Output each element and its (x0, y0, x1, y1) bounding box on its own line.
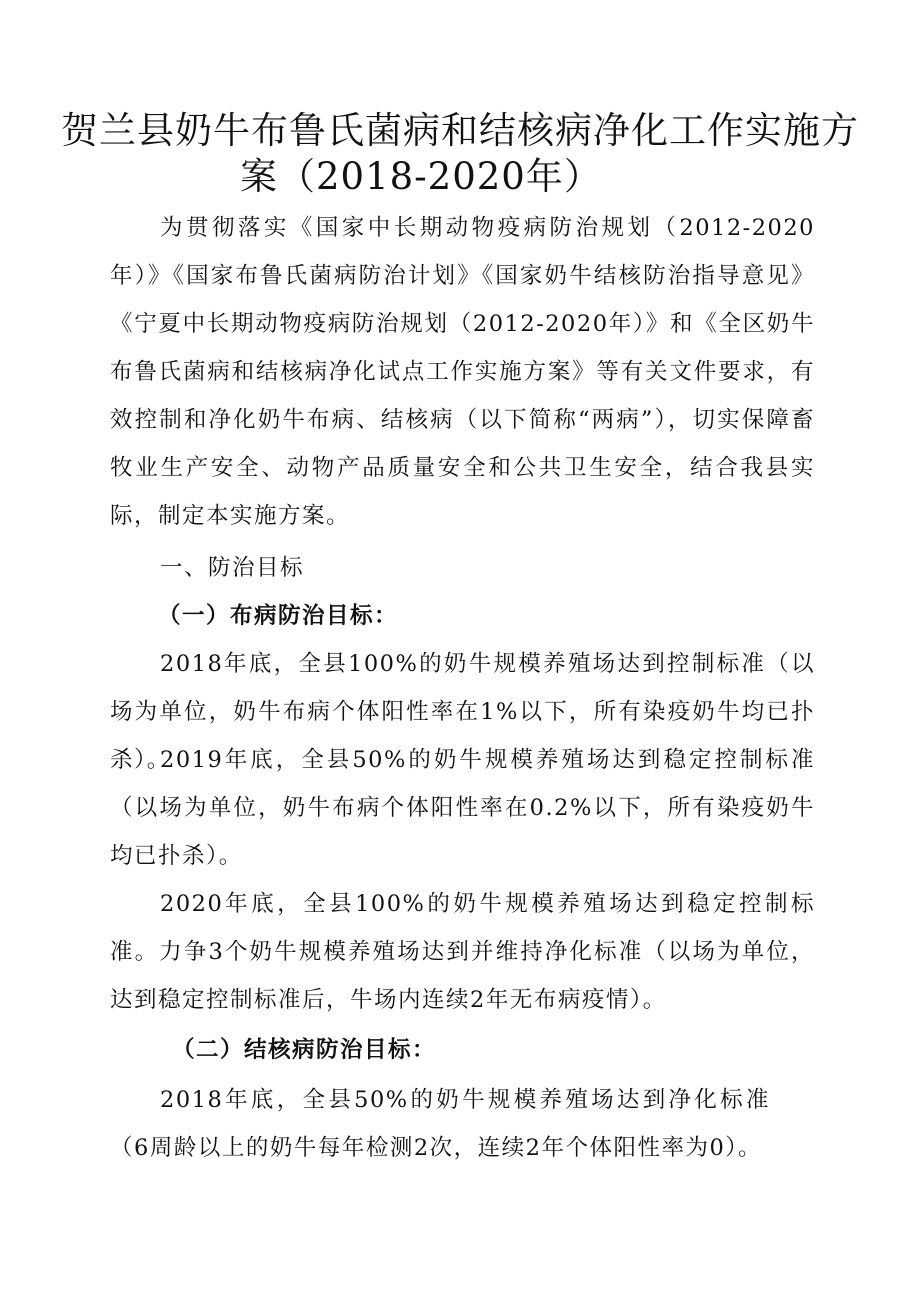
intro-paragraph: 为贯彻落实《国家中长期动物疫病防治规划（2012-2020年）》《国家布鲁氏菌病防治计划》《国家奶牛结核防治指导意见》《宁夏中长期动物疫病防治规划（2012-2020年）》和《全区奶牛布鲁氏菌病和结核病净化试点工作实施方案》等有关文件要求，有效控制和净化奶牛布病、结核病（以下简称“两病”），切实保障畜牧业生产安全、动物产品质量安全和公共卫生安全，结合我县实际，制定本实施方案。 (110, 215, 815, 529)
subsection-heading-tuberculosis: （二）结核病防治目标： (172, 1037, 437, 1063)
subsection-heading-brucellosis: （一）布病防治目标： (158, 603, 399, 629)
document-title-line-2: 案（2018-2020年） (240, 155, 602, 198)
tuberculosis-goal-2018: 2018年底，全县50%的奶牛规模养殖场达到净化标准（6周龄以上的奶牛每年检测2次，连续2年个体阳性率为0）。 (110, 1087, 770, 1161)
document-title-line-1: 贺兰县奶牛布鲁氏菌病和结核病净化工作实施方 (61, 109, 859, 152)
brucellosis-goal-2018: 2018年底，全县100%的奶牛规模养殖场达到控制标准（以场为单位，奶牛布病个体阳性率在1%以下，所有染疫奶牛均已扑杀）。 (110, 651, 815, 773)
section-heading-targets: 一、防治目标 (160, 555, 305, 581)
brucellosis-goal-2020: 2020年底，全县100%的奶牛规模养殖场达到稳定控制标准。力争3个奶牛规模养殖场达到并维持净化标准（以场为单位，达到稳定控制标准后，牛场内连续2年无布病疫情）。 (110, 891, 815, 1013)
brucellosis-goal-2019: 2019年底，全县50%的奶牛规模养殖场达到稳定控制标准（以场为单位，奶牛布病个体阳性率在0.2%以下，所有染疫奶牛均已扑杀）。 (110, 747, 815, 869)
